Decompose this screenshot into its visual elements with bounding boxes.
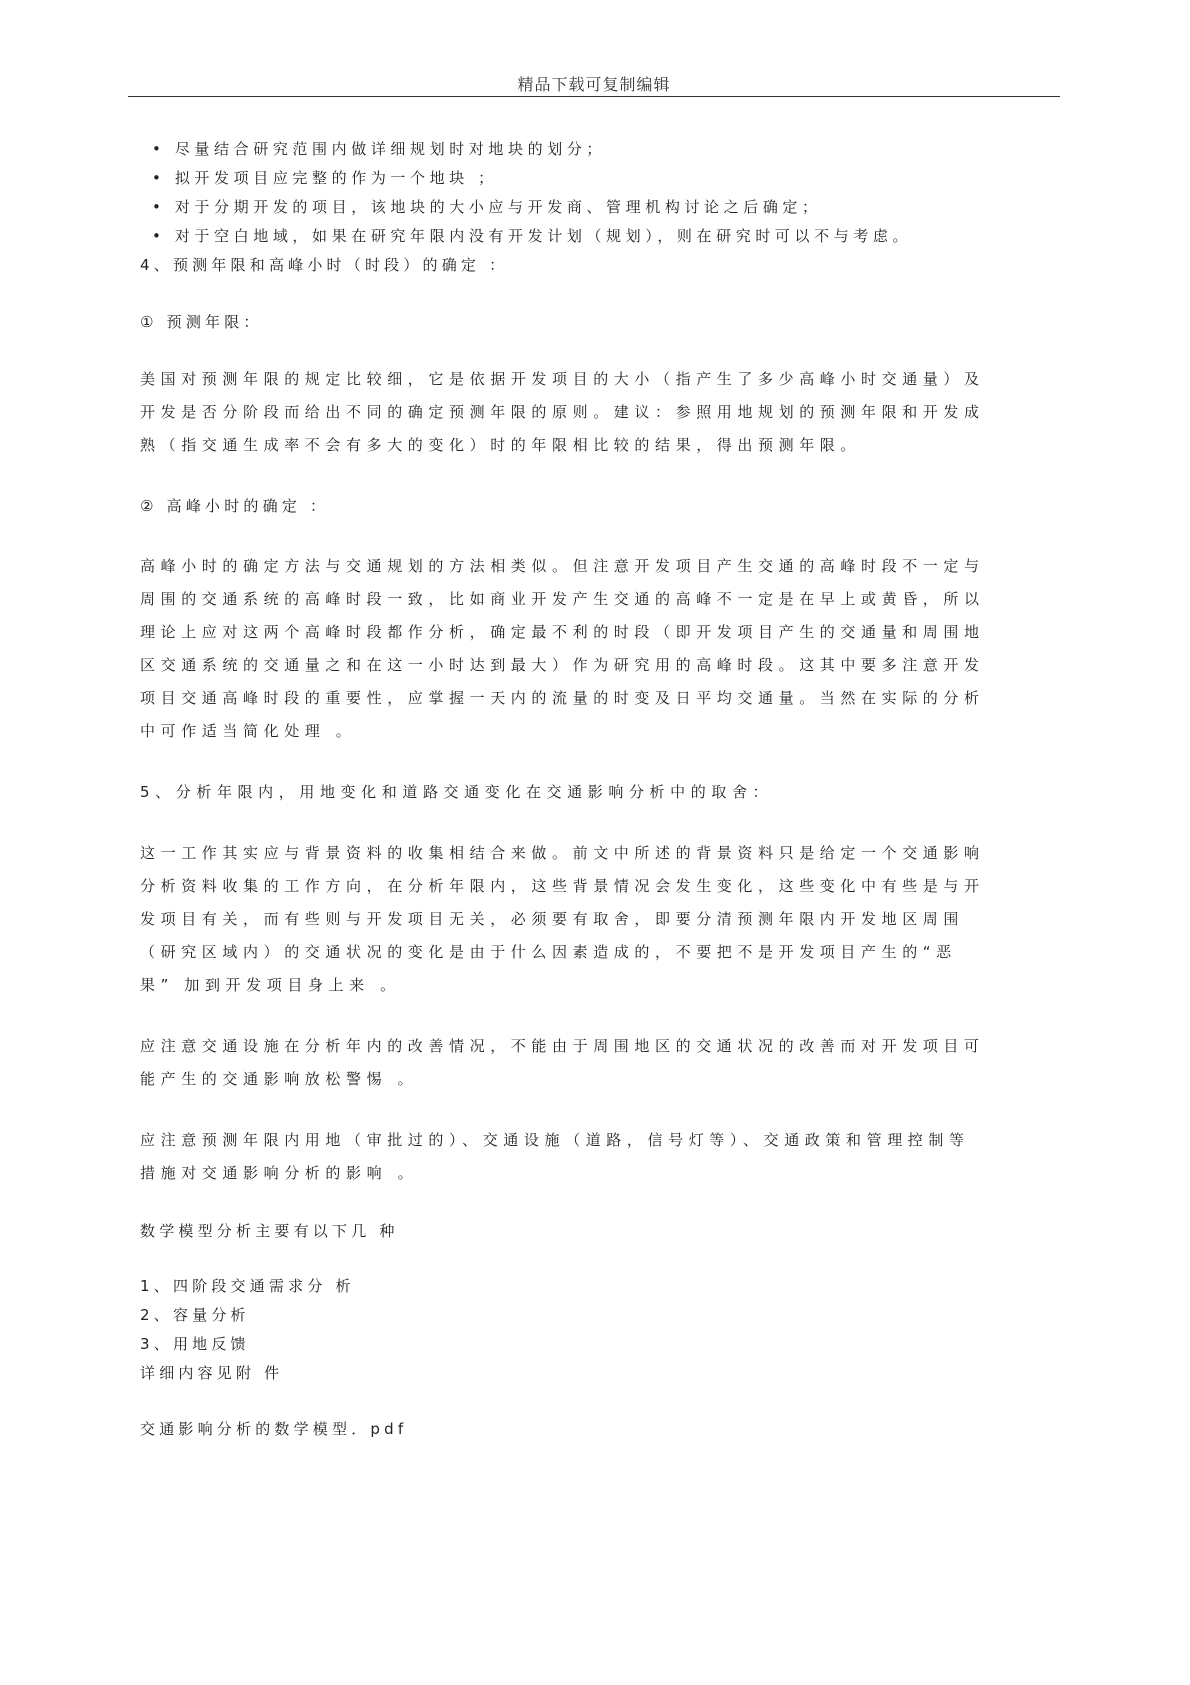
paragraph-line: 理论上应对这两个高峰时段都作分析，确定最不利的时段（即开发项目产生的交通量和周围地 [140, 623, 985, 641]
paragraph-line: 措施对交通影响分析的影响 。 [140, 1164, 419, 1182]
subsection-peak-hour-heading: ② 高峰小时的确定 ： [140, 497, 330, 515]
attachment-link[interactable]: 交通影响分析的数学模型．pdf [140, 1420, 408, 1438]
subsection-forecast-years-heading: ① 预测年限： [140, 313, 263, 331]
paragraph-line: 发项目有关，而有些则与开发项目无关，必须要有取舍，即要分清预测年限内开发地区周围 [140, 910, 965, 928]
bullet-item: • 对于分期开发的项目，该地块的大小应与开发商、管理机构讨论之后确定； [152, 198, 822, 216]
section-5-heading: 5、分析年限内，用地变化和道路交通变化在交通影响分析中的取舍： [140, 783, 774, 801]
paragraph-line: 中可作适当简化处理 。 [140, 722, 357, 740]
paragraph-line: 果” 加到开发项目身上来 。 [140, 976, 401, 994]
header-divider [128, 96, 1060, 97]
paragraph-line: 应注意交通设施在分析年内的改善情况，不能由于周围地区的交通状况的改善而对开发项目可 [140, 1037, 985, 1055]
paragraph-line: 应注意预测年限内用地（审批过的）、交通设施（道路，信号灯等）、交通政策和管理控制等 [140, 1131, 970, 1149]
bullet-item: • 拟开发项目应完整的作为一个地块 ； [152, 169, 498, 187]
model-list-item: 2、容量分析 [140, 1306, 250, 1324]
page-header-title: 精品下载可复制编辑 [517, 75, 671, 94]
paragraph-line: 周围的交通系统的高峰时段一致，比如商业开发产生交通的高峰不一定是在早上或黄昏，所以 [140, 590, 985, 608]
paragraph-line: 项目交通高峰时段的重要性，应掌握一天内的流量的时变及日平均交通量。当然在实际的分析 [140, 689, 985, 707]
bullet-item: • 对于空白地域，如果在研究年限内没有开发计划（规划），则在研究时可以不与考虑。 [152, 227, 913, 245]
bullet-item: • 尽量结合研究范围内做详细规划时对地块的划分； [152, 140, 607, 158]
paragraph-line: 熟（指交通生成率不会有多大的变化）时的年限相比较的结果，得出预测年限。 [140, 436, 862, 454]
section-4-heading: 4、预测年限和高峰小时（时段）的确定 ： [140, 256, 509, 274]
paragraph-line: 美国对预测年限的规定比较细，它是依据开发项目的大小（指产生了多少高峰小时交通量）及 [140, 370, 985, 388]
paragraph-line: 区交通系统的交通量之和在这一小时达到最大）作为研究用的高峰时段。这其中要多注意开发 [140, 656, 985, 674]
model-list-item: 1、四阶段交通需求分 析 [140, 1277, 355, 1295]
paragraph-line: 开发是否分阶段而给出不同的确定预测年限的原则。建议：参照用地规划的预测年限和开发成 [140, 403, 985, 421]
paragraph-line: 这一工作其实应与背景资料的收集相结合来做。前文中所述的背景资料只是给定一个交通影响 [140, 844, 985, 862]
paragraph-line: （研究区域内）的交通状况的变化是由于什么因素造成的，不要把不是开发项目产生的“恶 [140, 943, 957, 961]
detail-note: 详细内容见附 件 [140, 1364, 284, 1382]
paragraph-line: 高峰小时的确定方法与交通规划的方法相类似。但注意开发项目产生交通的高峰时段不一定与 [140, 557, 985, 575]
model-list-item: 3、用地反馈 [140, 1335, 250, 1353]
paragraph-line: 能产生的交通影响放松警惕 。 [140, 1070, 419, 1088]
models-intro: 数学模型分析主要有以下几 种 [140, 1222, 399, 1240]
paragraph-line: 分析资料收集的工作方向，在分析年限内，这些背景情况会发生变化，这些变化中有些是与开 [140, 877, 985, 895]
